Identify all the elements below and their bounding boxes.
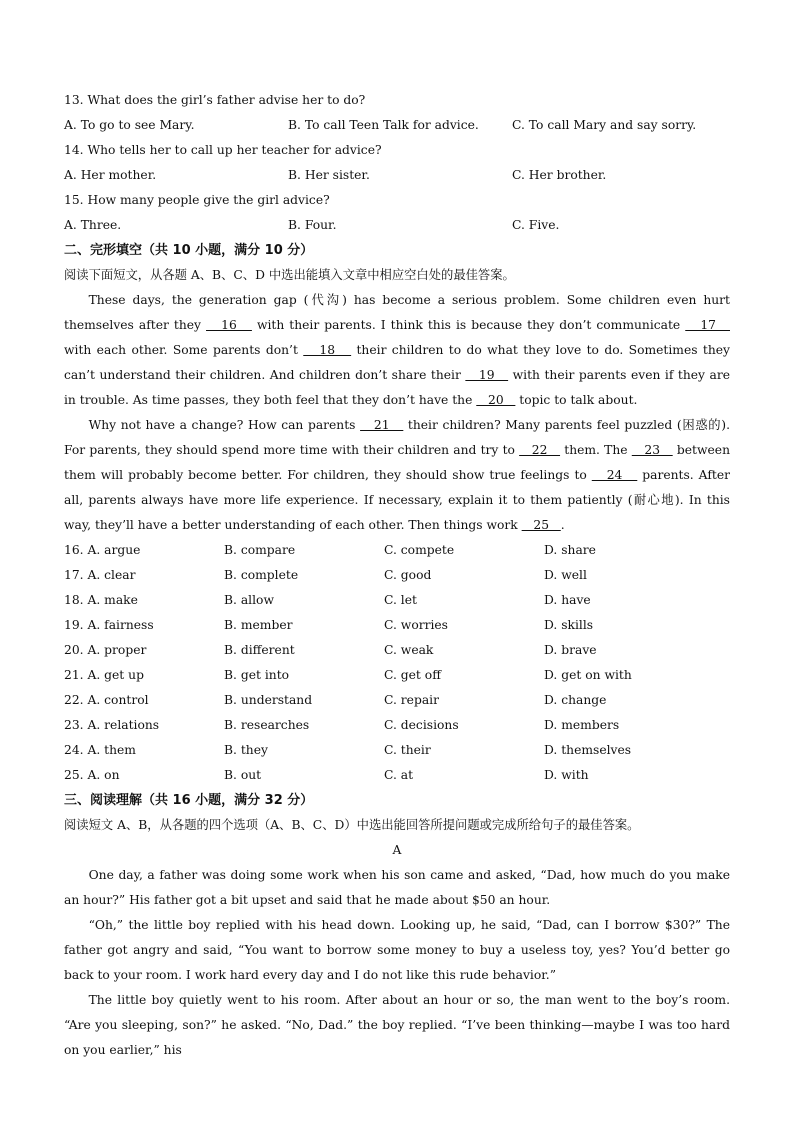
option: B. complete [224,568,299,582]
option: 20. A. proper [64,643,147,657]
passage-paragraph: One day, a father was doing some work when his son came and asked, “Dad, how much do you make an hour?” His father got a bit upset and said that he made about $50 an hour. [64,868,730,907]
option-row [64,163,730,188]
option: B. Her sister. [288,168,370,182]
option: B. they [224,743,268,757]
passage-paragraph: Why not have a change? How can parents 21 their children? Many parents feel puzzled (困惑的). For parents, they should spend more time with their children and try to 22 them. The 23 between them will probably become better. For children, they should show true feelings to 24 parents. After all, parents always have more life experience. If necessary, explain it to them patiently (耐心地). In this way, they’ll have a better understanding of each other. Then things work 25 . [64,418,730,532]
blank-16: 16 [206,318,252,332]
option: C. To call Mary and say sorry. [512,118,697,132]
option: B. compare [224,543,296,557]
cloze-section [64,238,730,788]
blank-25: 25 [521,518,561,532]
option: D. with [544,768,589,782]
option: 25. A. on [64,768,120,782]
option: D. change [544,693,607,707]
blank-18: 18 [303,343,352,357]
option: B. different [224,643,295,657]
option: 16. A. argue [64,543,141,557]
option: B. member [224,618,293,632]
option-row [64,738,730,763]
option: C. weak [384,643,434,657]
option: 23. A. relations [64,718,160,732]
option-row [64,613,730,638]
option: D. members [544,718,620,732]
option: D. well [544,568,587,582]
blank-20: 20 [476,393,516,407]
option-row [64,588,730,613]
blank-22: 22 [519,443,561,457]
listening-section [64,88,730,238]
option: A. Her mother. [64,168,157,182]
passage-paragraph: These days, the generation gap (代沟) has become a serious problem. Some children even hurt themselves after they 16 with their parents. I think this is because they don’t communicate 17 with each other. Some parents don’t 18 their children to do what they love to do. Sometimes they can’t understand their children. And children don’t share their 19 with their parents even if they are in trouble. As time passes, they both feel that they don’t have the 20 topic to talk about. [64,293,730,407]
question-stem: 13. What does the girl’s father advise her to do? [64,93,366,107]
option: D. share [544,543,596,557]
reading-passage [64,863,730,1063]
option: B. allow [224,593,274,607]
option: 22. A. control [64,693,149,707]
option: D. skills [544,618,594,632]
option: B. Four. [288,218,337,232]
option: 19. A. fairness [64,618,154,632]
option: C. get off [384,668,441,682]
blank-23: 23 [631,443,673,457]
option: D. get on with [544,668,632,682]
option: A. To go to see Mary. [64,118,195,132]
option-row [64,538,730,563]
blank-24: 24 [591,468,638,482]
passage-paragraph: The little boy quietly went to his room. After about an hour or so, the man went to the boy’s room. “Are you sleeping, son?” he asked. “No, Dad.” the boy replied. “I’ve been thinking—maybe I was too hard on you earlier,” his [64,993,730,1057]
option-row [64,563,730,588]
section-heading: 二、完形填空（共 10 小题，满分 10 分） [64,243,314,258]
section-heading: 三、阅读理解（共 16 小题，满分 32 分） [64,793,314,808]
option: C. at [384,768,414,782]
option: D. brave [544,643,597,657]
option: D. have [544,593,591,607]
blank-19: 19 [465,368,509,382]
option: C. Five. [512,218,560,232]
blank-21: 21 [360,418,404,432]
passage-paragraph: “Oh,” the little boy replied with his head down. Looking up, he said, “Dad, can I borrow $30?” The father got angry and said, “You want to borrow some money to buy a useless toy, yes? You’d better go back to your room. I work hard every day and I do not like this rude behavior.” [64,918,730,982]
option-row [64,688,730,713]
exam-page [64,88,730,1063]
option: 24. A. them [64,743,136,757]
option: B. understand [224,693,313,707]
option: B. out [224,768,262,782]
option: C. repair [384,693,439,707]
option: C. let [384,593,417,607]
section-instruction: 阅读下面短文，从各题 A、B、C、D 中选出能填入文章中相应空白处的最佳答案。 [64,268,515,282]
option: 17. A. clear [64,568,136,582]
option: 18. A. make [64,593,138,607]
option: C. good [384,568,432,582]
option: C. Her brother. [512,168,607,182]
option: B. get into [224,668,290,682]
option: 21. A. get up [64,668,144,682]
question-stem: 15. How many people give the girl advice? [64,193,330,207]
option-row [64,638,730,663]
passage-label: A [392,843,402,857]
option: B. researches [224,718,310,732]
option: A. Three. [64,218,122,232]
option: D. themselves [544,743,632,757]
option-row [64,113,730,138]
option-row [64,213,730,238]
question-stem: 14. Who tells her to call up her teacher for advice? [64,143,382,157]
blank-17: 17 [685,318,730,332]
section-instruction: 阅读短文 A、B，从各题的四个选项（A、B、C、D）中选出能回答所提问题或完成所给句子的最佳答案。 [64,818,640,832]
cloze-passage [64,288,730,538]
option-row [64,713,730,738]
option: C. compete [384,543,455,557]
cloze-options [64,538,730,788]
option: C. their [384,743,431,757]
option: B. To call Teen Talk for advice. [288,118,479,132]
reading-section [64,788,730,1063]
option: C. decisions [384,718,459,732]
option: C. worries [384,618,448,632]
option-row [64,763,730,788]
option-row [64,663,730,688]
